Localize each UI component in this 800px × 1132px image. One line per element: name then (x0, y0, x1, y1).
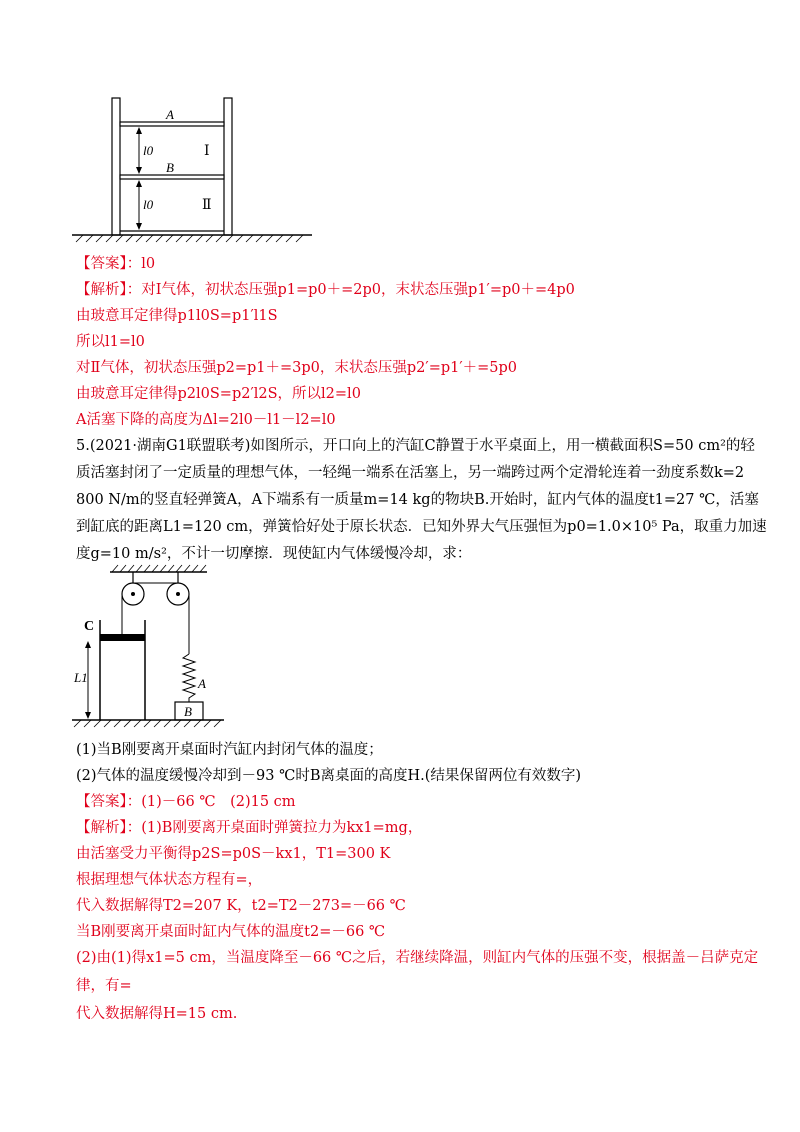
q4-analysis-line-4: 对Ⅱ气体，初状态压强p2=p1＋=3p0，末状态压强p2′=p1′＋=5p0 (76, 360, 518, 376)
q5-analysis-line-3: 根据理想气体状态方程有=， (76, 872, 263, 888)
label-gas-two: Ⅱ (202, 198, 212, 213)
pulley-diagram (72, 562, 232, 730)
q5-stem-line-2: 质活塞封闭了一定质量的理想气体，一轻绳一端系在活塞上，另一端跨过两个定滑轮连着一劲度系数k=2 (76, 465, 745, 481)
label-l0-upper: l0 (143, 143, 154, 158)
q5-question-2: (2)气体的温度缓慢冷却到－93 ℃时B离桌面的高度H.(结果保留两位有效数字) (76, 768, 582, 784)
q5-stem-line-3: 800 N/m的竖直轻弹簧A，A下端系有一质量m=14 kg的物块B.开始时，缸内气体的温度t1=27 ℃，活塞 (76, 492, 759, 508)
label-piston-b: B (166, 160, 174, 175)
cylinder-diagram (72, 92, 312, 244)
q4-analysis-line-2: 由玻意耳定律得p1l0S=p1′l1S (76, 308, 278, 324)
q5-analysis-line-6: (2)由(1)得x1=5 cm，当温度降至－66 ℃之后，若继续降温，则缸内气体的压强不变，根据盖－吕萨克定 (76, 950, 759, 966)
label-cylinder-c: C (84, 619, 95, 634)
q4-analysis-line-5: 由玻意耳定律得p2l0S=p2′l2S，所以l2=l0 (76, 386, 361, 402)
label-block-b: B (184, 704, 192, 719)
q5-question-1: (1)当B刚要离开桌面时汽缸内封闭气体的温度； (76, 742, 383, 758)
figure-cylinder-pulley-spring (72, 562, 232, 730)
q5-answer: 【答案】：(1)－66 ℃ (2)15 cm (76, 794, 296, 810)
q5-analysis-line-8: 代入数据解得H=15 cm. (76, 1006, 238, 1022)
q5-analysis-line-7: 律，有= (76, 978, 132, 994)
q5-stem-line-1: 5.(2021·湖南G1联盟联考)如图所示，开口向上的汽缸C静置于水平桌面上，用一横截面积S=50 cm²的轻 (76, 438, 755, 454)
label-spring-a: A (198, 676, 206, 691)
q5-analysis-line-1: 【解析】：(1)B刚要离开桌面时弹簧拉力为kx1=mg， (76, 820, 423, 836)
q4-answer: 【答案】：l0 (76, 256, 156, 272)
q5-analysis-line-5: 当B刚要离开桌面时缸内气体的温度t2=－66 ℃ (76, 924, 386, 940)
q4-analysis-line-6: A活塞下降的高度为Δl=2l0－l1－l2=l0 (76, 412, 336, 428)
label-l1: L1 (74, 670, 88, 685)
figure-two-piston-cylinder (72, 92, 312, 244)
q5-analysis-line-2: 由活塞受力平衡得p2S=p0S－kx1，T1=300 K (76, 846, 391, 862)
label-piston-a: A (166, 107, 174, 122)
q5-analysis-line-4: 代入数据解得T2=207 K，t2=T2－273=－66 ℃ (76, 898, 406, 914)
label-l0-lower: l0 (143, 197, 154, 212)
label-gas-one: Ⅰ (204, 144, 210, 159)
q4-analysis-line-3: 所以l1=l0 (76, 334, 145, 350)
q4-analysis-line-1: 【解析】：对Ⅰ气体，初状态压强p1=p0＋=2p0，末状态压强p1′=p0＋=4p0 (76, 282, 575, 298)
q5-stem-line-4: 到缸底的距离L1=120 cm，弹簧恰好处于原长状态．已知外界大气压强恒为p0=1.0×10⁵ Pa，取重力加速 (76, 519, 767, 535)
q5-stem-line-5: 度g=10 m/s²，不计一切摩擦．现使缸内气体缓慢冷却，求： (76, 546, 472, 562)
